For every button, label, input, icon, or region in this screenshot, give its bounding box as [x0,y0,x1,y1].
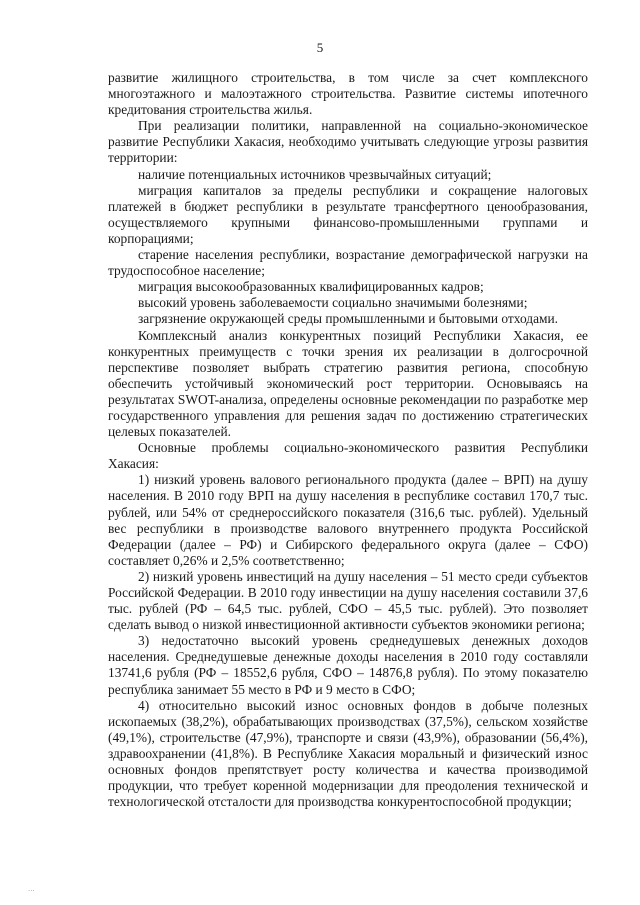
paragraph: Комплексный анализ конкурентных позиций Республики Хакасия, ее конкурентных преимуществ с точки зрения их реализации в долгосрочной перспективе позволяет выбрать стратегию развития региона, способную обеспечить устойчивый экономический рост территории. Основываясь на результатах SWOT-анализа, определены основные рекомендации по разработке мер государственного управления для решения задач по достижению стратегических целевых показателей. [108,327,588,440]
list-item: загрязнение окружающей среды промышленными и бытовыми отходами. [138,311,559,327]
problem-item: 3) недостаточно высокий уровень среднедушевых денежных доходов населения. Среднедушевые денежные доходы населения в 2010 году составляли 13741,6 рубля (РФ – 18552,6 рубля, СФО – 14876,8 рубля). По этому показателю республика занимает 55 место в РФ и 9 место в СФО; [108,633,588,697]
scan-footer-mark: ... [28,885,35,893]
problem-item: 4) относительно высокий износ основных фондов в добыче полезных ископаемых (38,2%), обрабатывающих производствах (37,5%), сельском хозяйстве (49,1%), строительстве (47,9%), транспорте и связи (43,9%), образовании (56,4%), здравоохранении (41,8%). В Республике Хакасия моральный и физический износ основных фондов препятствует росту количества и качества производимой продукции, что требует коренной модернизации для преодоления технической и технологической отсталости для производства конкурентоспособной продукции; [108,697,588,810]
document-body [108,70,588,810]
problem-item: 1) низкий уровень валового регионального продукта (далее – ВРП) на душу населения. В 2010 году ВРП на душу населения в республике составил 170,7 тыс. рублей, или 54% от среднероссийского показателя (316,6 тыс. рублей). Удельный вес республики в производстве валового внутреннего продукта Российской Федерации (далее – РФ) и Сибирского федерального округа (далее – СФО) составляет 0,26% и 2,5% соответственно; [108,472,588,568]
list-item: наличие потенциальных источников чрезвычайных ситуаций; [138,166,492,182]
paragraph: При реализации политики, направленной на социально-экономическое развитие Республики Хакасия, необходимо учитывать следующие угрозы развития территории: [108,118,588,166]
list-item: миграция высокообразованных квалифицированных кадров; [138,279,484,295]
problem-item: 2) низкий уровень инвестиций на душу населения – 51 место среди субъектов Российской Федерации. В 2010 году инвестиции на душу населения составили 37,6 тыс. рублей (РФ – 64,5 тыс. рублей, СФО – 45,5 тыс. рублей). Это позволяет сделать вывод о низкой инвестиционной активности субъектов экономики региона; [108,568,588,633]
paragraph: развитие жилищного строительства, в том числе за счет комплексного многоэтажного и малоэтажного строительства. Развитие системы ипотечного кредитования строительства жилья. [108,70,588,118]
list-item: старение населения республики, возрастание демографической нагрузки на трудоспособное население; [108,247,588,279]
paragraph: Основные проблемы социально-экономического развития Республики Хакасия: [108,440,588,472]
page-number: 5 [316,40,324,55]
list-item: высокий уровень заболеваемости социально значимыми болезнями; [138,295,528,311]
list-item: миграция капиталов за пределы республики и сокращение налоговых платежей в бюджет республики в результате трансфертного ценообразования, осуществляемого крупными финансово-промышленными группами и корпорациями; [108,182,588,246]
